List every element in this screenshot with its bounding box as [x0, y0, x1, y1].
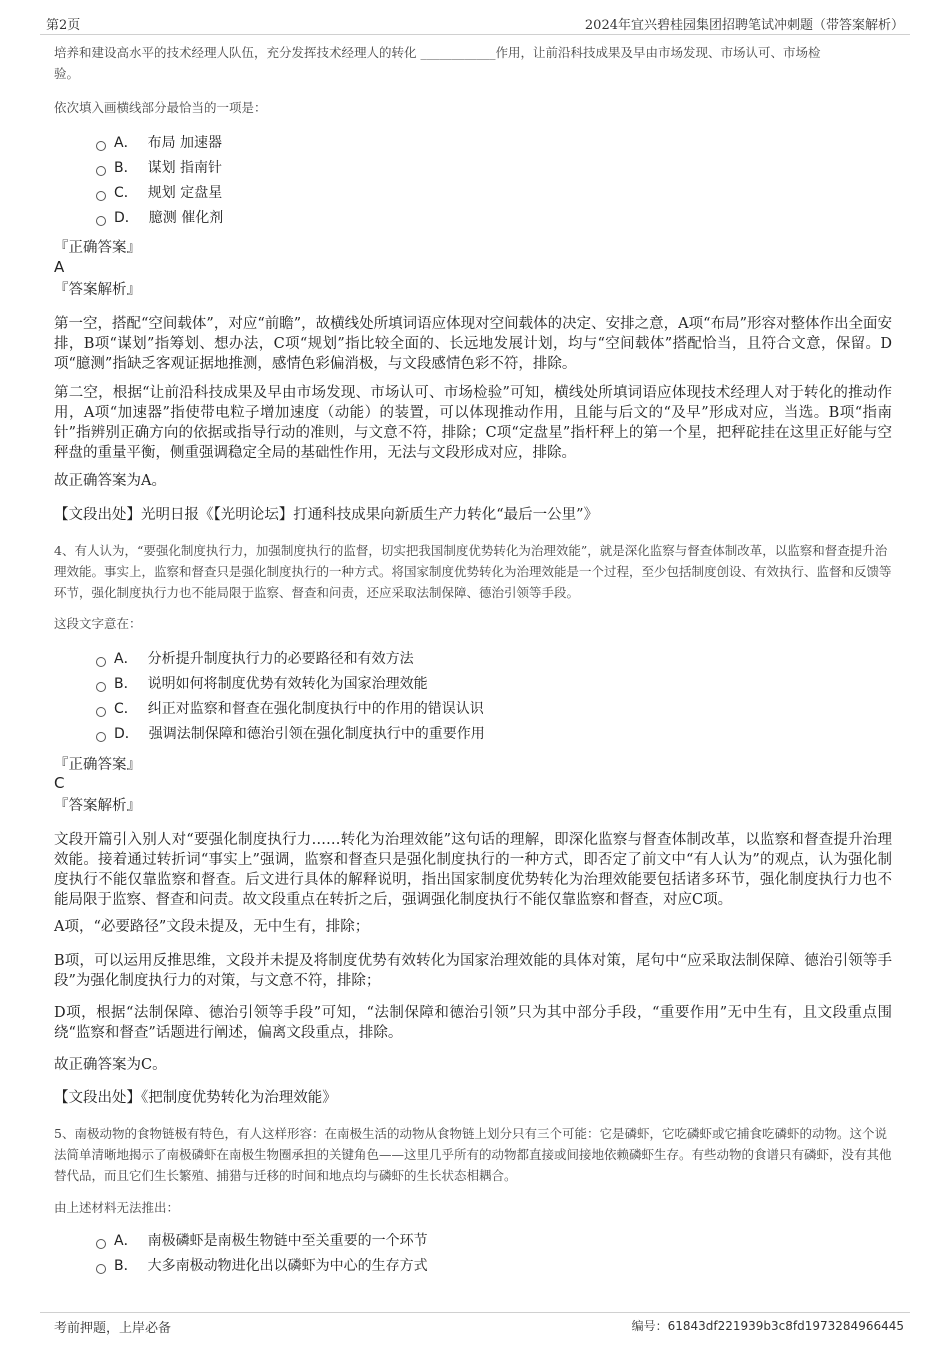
q3-prompt: 依次填入画横线部分最恰当的一项是： [54, 100, 267, 115]
q5-prompt: 由上述材料无法推出： [54, 1200, 180, 1215]
q4-prompt: 这段文字意在： [54, 616, 142, 631]
option-text: 布局 加速器 [147, 135, 223, 151]
q4-stem: 4、有人认为，“要强化制度执行力，加强制度执行的监督，切实把我国制度优势转化为治理效能”，就是深化监察与督查体制改革，以监察和督查提升治理效能。事实上，监察和督查只是强化制度执行的一种方式。将国家制度优势转化为治理效能是一个过程，至少包括制度创设、有效执行、监督和反馈等环节，强化制度执行力也不能局限于监察、督查和问责，还应采取法制保障、德治引领等手段。 [54, 543, 892, 600]
q4-analysis-para1: 文段开篇引入别人对“要强化制度执行力……转化为治理效能”这句话的理解，即深化监察与督查体制改革，以监察和督查提升治理效能。接着通过转折词“事实上”强调，监察和督查只是强化制度执行的一种方式，即否定了前文中“有人认为”的观点，认为强化制度执行不能仅靠监察和督查。后文进行具体的解释说明，指出国家制度优势转化为治理效能要包括诸多环节，强化制度执行力也不能局限于监察、督查和问责。故文段重点在转折之后，强调强化制度执行不能仅靠监察和督查，对应C项。 [54, 832, 892, 908]
option-text: 南极磷虾是南极生物链中至关重要的一个环节 [147, 1233, 428, 1249]
option-text: 分析提升制度执行力的必要路径和有效方法 [147, 651, 414, 667]
q3-answer-label: 『正确答案』 [54, 240, 141, 256]
q4-option-b[interactable] [96, 672, 485, 697]
option-letter: B． [114, 676, 138, 692]
q5-option-b[interactable] [96, 1254, 428, 1279]
radio-icon[interactable] [96, 141, 106, 151]
q3-source: 【文段出处】光明日报《【光明论坛】打通科技成果向新质生产力转化“最后一公里”》 [54, 507, 599, 523]
q4-option-a[interactable] [96, 647, 485, 672]
option-text: 大多南极动物进化出以磷虾为中心的生存方式 [147, 1258, 428, 1274]
radio-icon[interactable] [96, 682, 106, 692]
option-text: 说明如何将制度优势有效转化为国家治理效能 [147, 676, 428, 692]
q5-stem: 5、南极动物的食物链极有特色，有人这样形容：在南极生活的动物从食物链上划分只有三个可能：它是磷虾，它吃磷虾或它捕食吃磷虾的动物。这个说法简单清晰地揭示了南极磷虾在南极生物圈承担的关键角色——这里几乎所有的动物都直接或间接地依赖磷虾生存。有些动物的食谱只有磷虾，没有其他替代品，而且它们生长繁殖、捕猎与迁移的时间和地点均与磷虾的生长状态相耦合。 [54, 1126, 892, 1183]
option-letter: A． [114, 1233, 138, 1249]
option-text: 规划 定盘星 [147, 185, 223, 201]
q4-conclusion: 故正确答案为C。 [54, 1057, 167, 1073]
option-letter: C． [114, 701, 138, 717]
q3-option-b[interactable] [96, 156, 223, 181]
q3-answer: A [54, 258, 65, 276]
radio-icon[interactable] [96, 732, 106, 742]
q3-analysis-para1: 第一空，搭配“空间载体”，对应“前瞻”，故横线处所填词语应体现对空间载体的决定、安排之意，A项“布局”形容对整体作出全面安排，B项“谋划”指筹划、想办法，C项“规划”指比较全面的、长远地发展计划，均与“空间载体”搭配恰当，且符合文意，保留。D项“臆测”指缺乏客观证据地推测，感情色彩偏消极，与文段感情色彩不符，排除。 [54, 316, 892, 372]
q5-option-a[interactable] [96, 1229, 428, 1254]
q4-analysis-para3: B项，可以运用反推思维，文段并未提及将制度优势有效转化为国家治理效能的具体对策，尾句中“应采取法制保障、德治引领等手段”为强化制度执行力的对策，与文意不符，排除； [54, 953, 892, 989]
option-letter: A． [114, 651, 138, 667]
document-title: 2024年宜兴碧桂园集团招聘笔试冲刺题（带答案解析） [584, 18, 904, 33]
q3-option-d[interactable] [96, 206, 223, 231]
q4-option-c[interactable] [96, 697, 485, 722]
q4-option-d[interactable] [96, 722, 485, 747]
option-letter: D． [114, 210, 139, 226]
option-letter: A． [114, 135, 138, 151]
q5-options [96, 1229, 428, 1279]
q3-option-c[interactable] [96, 181, 223, 206]
option-text: 强调法制保障和德治引领在强化制度执行中的重要作用 [148, 726, 485, 742]
page-footer [40, 1312, 910, 1335]
option-letter: B． [114, 1258, 138, 1274]
option-letter: B． [114, 160, 138, 176]
q3-option-a[interactable] [96, 131, 223, 156]
radio-icon[interactable] [96, 1239, 106, 1249]
option-text: 臆测 催化剂 [148, 210, 224, 226]
radio-icon[interactable] [96, 707, 106, 717]
option-letter: D． [114, 726, 139, 742]
q4-analysis-para4: D项，根据“法制保障、德治引领等手段”可知，“法制保障和德治引领”只为其中部分手段，“重要作用”无中生有，且文段重点围绕“监察和督查”话题进行阐述，偏离文段重点，排除。 [54, 1005, 892, 1041]
option-text: 纠正对监察和督查在强化制度执行中的作用的错误认识 [147, 701, 484, 717]
q3-analysis-para2: 第二空，根据“让前沿科技成果及早由市场发现、市场认可、市场检验”可知，横线处所填词语应体现技术经理人对于转化的推动作用，A项“加速器”指使带电粒子增加速度（动能）的装置，可以体现推动作用，且能与后文的“及早”形成对应，当选。B项“指南针”指辨别正确方向的依据或指导行动的准则，与文意不符，排除；C项“定盘星”指杆秤上的第一个星，把秤砣挂在这里正好能与空秤盘的重量平衡，侧重强调稳定全局的基础性作用，无法与文段形成对应，排除。 [54, 385, 892, 461]
page-number: 第2页 [46, 18, 81, 33]
q3-conclusion: 故正确答案为A。 [54, 473, 166, 489]
q3-analysis-label: 『答案解析』 [54, 282, 141, 298]
q4-options [96, 647, 485, 747]
radio-icon[interactable] [96, 166, 106, 176]
q3-stem-line2: 验。 [54, 66, 80, 81]
radio-icon[interactable] [96, 191, 106, 201]
radio-icon[interactable] [96, 657, 106, 667]
footer-slogan: 考前押题，上岸必备 [54, 1321, 172, 1336]
page-header [40, 14, 910, 35]
option-text: 谋划 指南针 [147, 160, 223, 176]
q3-stem [54, 42, 892, 84]
q4-analysis-label: 『答案解析』 [54, 798, 141, 814]
option-letter: C． [114, 185, 138, 201]
q4-source: 【文段出处】《把制度优势转化为治理效能》 [54, 1090, 337, 1106]
radio-icon[interactable] [96, 1264, 106, 1274]
q4-analysis-para2: A项，“必要路径”文段未提及，无中生有，排除； [54, 919, 370, 935]
q4-answer: C [54, 774, 65, 792]
q3-options [96, 131, 223, 231]
radio-icon[interactable] [96, 216, 106, 226]
document-id: 编号：61843df221939b3c8fd1973284966445 [631, 1319, 904, 1333]
q4-answer-label: 『正确答案』 [54, 757, 141, 773]
q3-stem-line1: 培养和建设高水平的技术经理人队伍，充分发挥技术经理人的转化 ____________作用，让前沿科技成果及早由市场发现、市场认可、市场检 [54, 45, 821, 60]
